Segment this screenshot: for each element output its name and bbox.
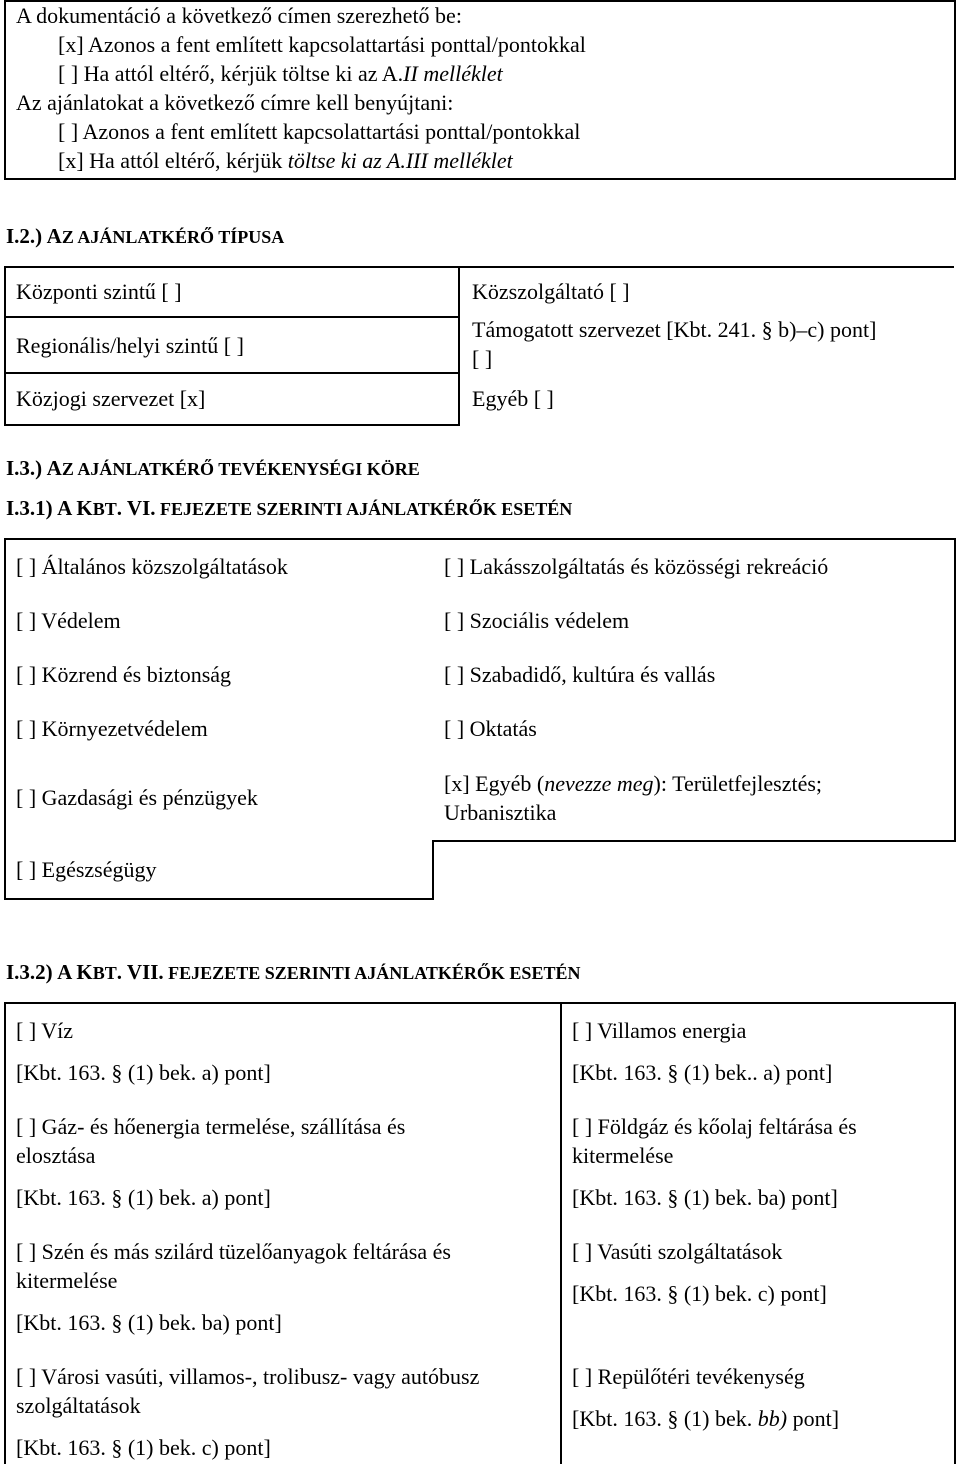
doc-option-different: [ ] Ha attól eltérő, kérjük töltse ki az A.II melléklet — [58, 61, 503, 86]
vii-oilgas-line2: kitermelése — [572, 1143, 674, 1168]
vi-left-item-5: [ ] Gazdasági és pénzügyek — [16, 785, 258, 810]
type-supported-line1: Támogatott szervezet [Kbt. 241. § b)–c) pont] — [472, 317, 877, 342]
vii-coal-line2: kitermelése — [16, 1268, 118, 1293]
type-public-law: Közjogi szervezet [x] — [16, 386, 206, 411]
vi-left-item-3: [ ] Közrend és biztonság — [16, 662, 232, 687]
vii-oilgas-ref: [Kbt. 163. § (1) bek. ba) pont] — [572, 1185, 838, 1210]
vii-water: [ ] Víz — [16, 1018, 74, 1043]
section-heading-i3: I.3.) AZ AJÁNLATKÉRŐ TEVÉKENYSÉGI KÖRE — [6, 456, 420, 480]
type-supported-line2: [ ] — [472, 346, 493, 371]
doc-option-same: [x] Azonos a fent említett kapcsolattartási ponttal/pontokkal — [58, 32, 586, 57]
vi-right-item-3: [ ] Szabadidő, kultúra és vallás — [444, 662, 716, 687]
vi-right-item-other-line2: Urbanisztika — [444, 800, 557, 825]
section-heading-i31: I.3.1) A KBT. VI. FEJEZETE SZERINTI AJÁNLATKÉRŐK ESETÉN — [6, 496, 573, 520]
vi-right-item-4: [ ] Oktatás — [444, 716, 537, 741]
section-heading-i32: I.3.2) A KBT. VII. FEJEZETE SZERINTI AJÁNLATKÉRŐK ESETÉN — [6, 960, 581, 984]
vi-left-item-6: [ ] Egészségügy — [16, 857, 157, 882]
vii-electricity-ref: [Kbt. 163. § (1) bek.. a) pont] — [572, 1060, 833, 1085]
vii-oilgas-line1: [ ] Földgáz és kőolaj feltárása és — [572, 1114, 857, 1139]
offer-option-same: [ ] Azonos a fent említett kapcsolattartási ponttal/pontokkal — [58, 119, 581, 144]
type-regional: Regionális/helyi szintű [ ] — [16, 333, 244, 358]
vii-gas-ref: [Kbt. 163. § (1) bek. a) pont] — [16, 1185, 271, 1210]
vii-gas-line1: [ ] Gáz- és hőenergia termelése, szállítása és — [16, 1114, 406, 1139]
vii-coal-line1: [ ] Szén és más szilárd tüzelőanyagok feltárása és — [16, 1239, 451, 1264]
vii-rail: [ ] Vasúti szolgáltatások — [572, 1239, 783, 1264]
type-other: Egyéb [ ] — [472, 386, 554, 411]
offer-line-1: Az ajánlatokat a következő címre kell benyújtani: — [16, 90, 454, 115]
vii-coal-ref: [Kbt. 163. § (1) bek. ba) pont] — [16, 1310, 282, 1335]
vii-airport: [ ] Repülőtéri tevékenység — [572, 1364, 805, 1389]
vii-electricity: [ ] Villamos energia — [572, 1018, 747, 1043]
section-heading-i2: I.2.) AZ AJÁNLATKÉRŐ TÍPUSA — [6, 224, 285, 248]
vii-airport-ref: [Kbt. 163. § (1) bek. bb) pont] — [572, 1406, 840, 1431]
vii-gas-line2: elosztása — [16, 1143, 96, 1168]
vii-urban-line2: szolgáltatások — [16, 1393, 141, 1418]
type-central: Központi szintű [ ] — [16, 279, 182, 304]
vii-water-ref: [Kbt. 163. § (1) bek. a) pont] — [16, 1060, 271, 1085]
doc-line-1: A dokumentáció a következő címen szerezhető be: — [16, 3, 462, 28]
vii-urban-line1: [ ] Városi vasúti, villamos-, trolibusz- vagy autóbusz — [16, 1364, 480, 1389]
vi-left-item-4: [ ] Környezetvédelem — [16, 716, 208, 741]
vi-left-item-2: [ ] Védelem — [16, 608, 121, 633]
vii-rail-ref: [Kbt. 163. § (1) bek. c) pont] — [572, 1281, 827, 1306]
vi-right-item-other-line1: [x] Egyéb (nevezze meg): Területfejlesztés; — [444, 771, 823, 796]
type-utility: Közszolgáltató [ ] — [472, 279, 630, 304]
offer-option-different: [x] Ha attól eltérő, kérjük töltse ki az A.III melléklet — [58, 148, 513, 173]
vi-right-item-1: [ ] Lakásszolgáltatás és közösségi rekreáció — [444, 554, 829, 579]
vi-right-item-2: [ ] Szociális védelem — [444, 608, 630, 633]
vi-left-item-1: [ ] Általános közszolgáltatások — [16, 554, 288, 579]
vii-urban-ref: [Kbt. 163. § (1) bek. c) pont] — [16, 1435, 271, 1460]
